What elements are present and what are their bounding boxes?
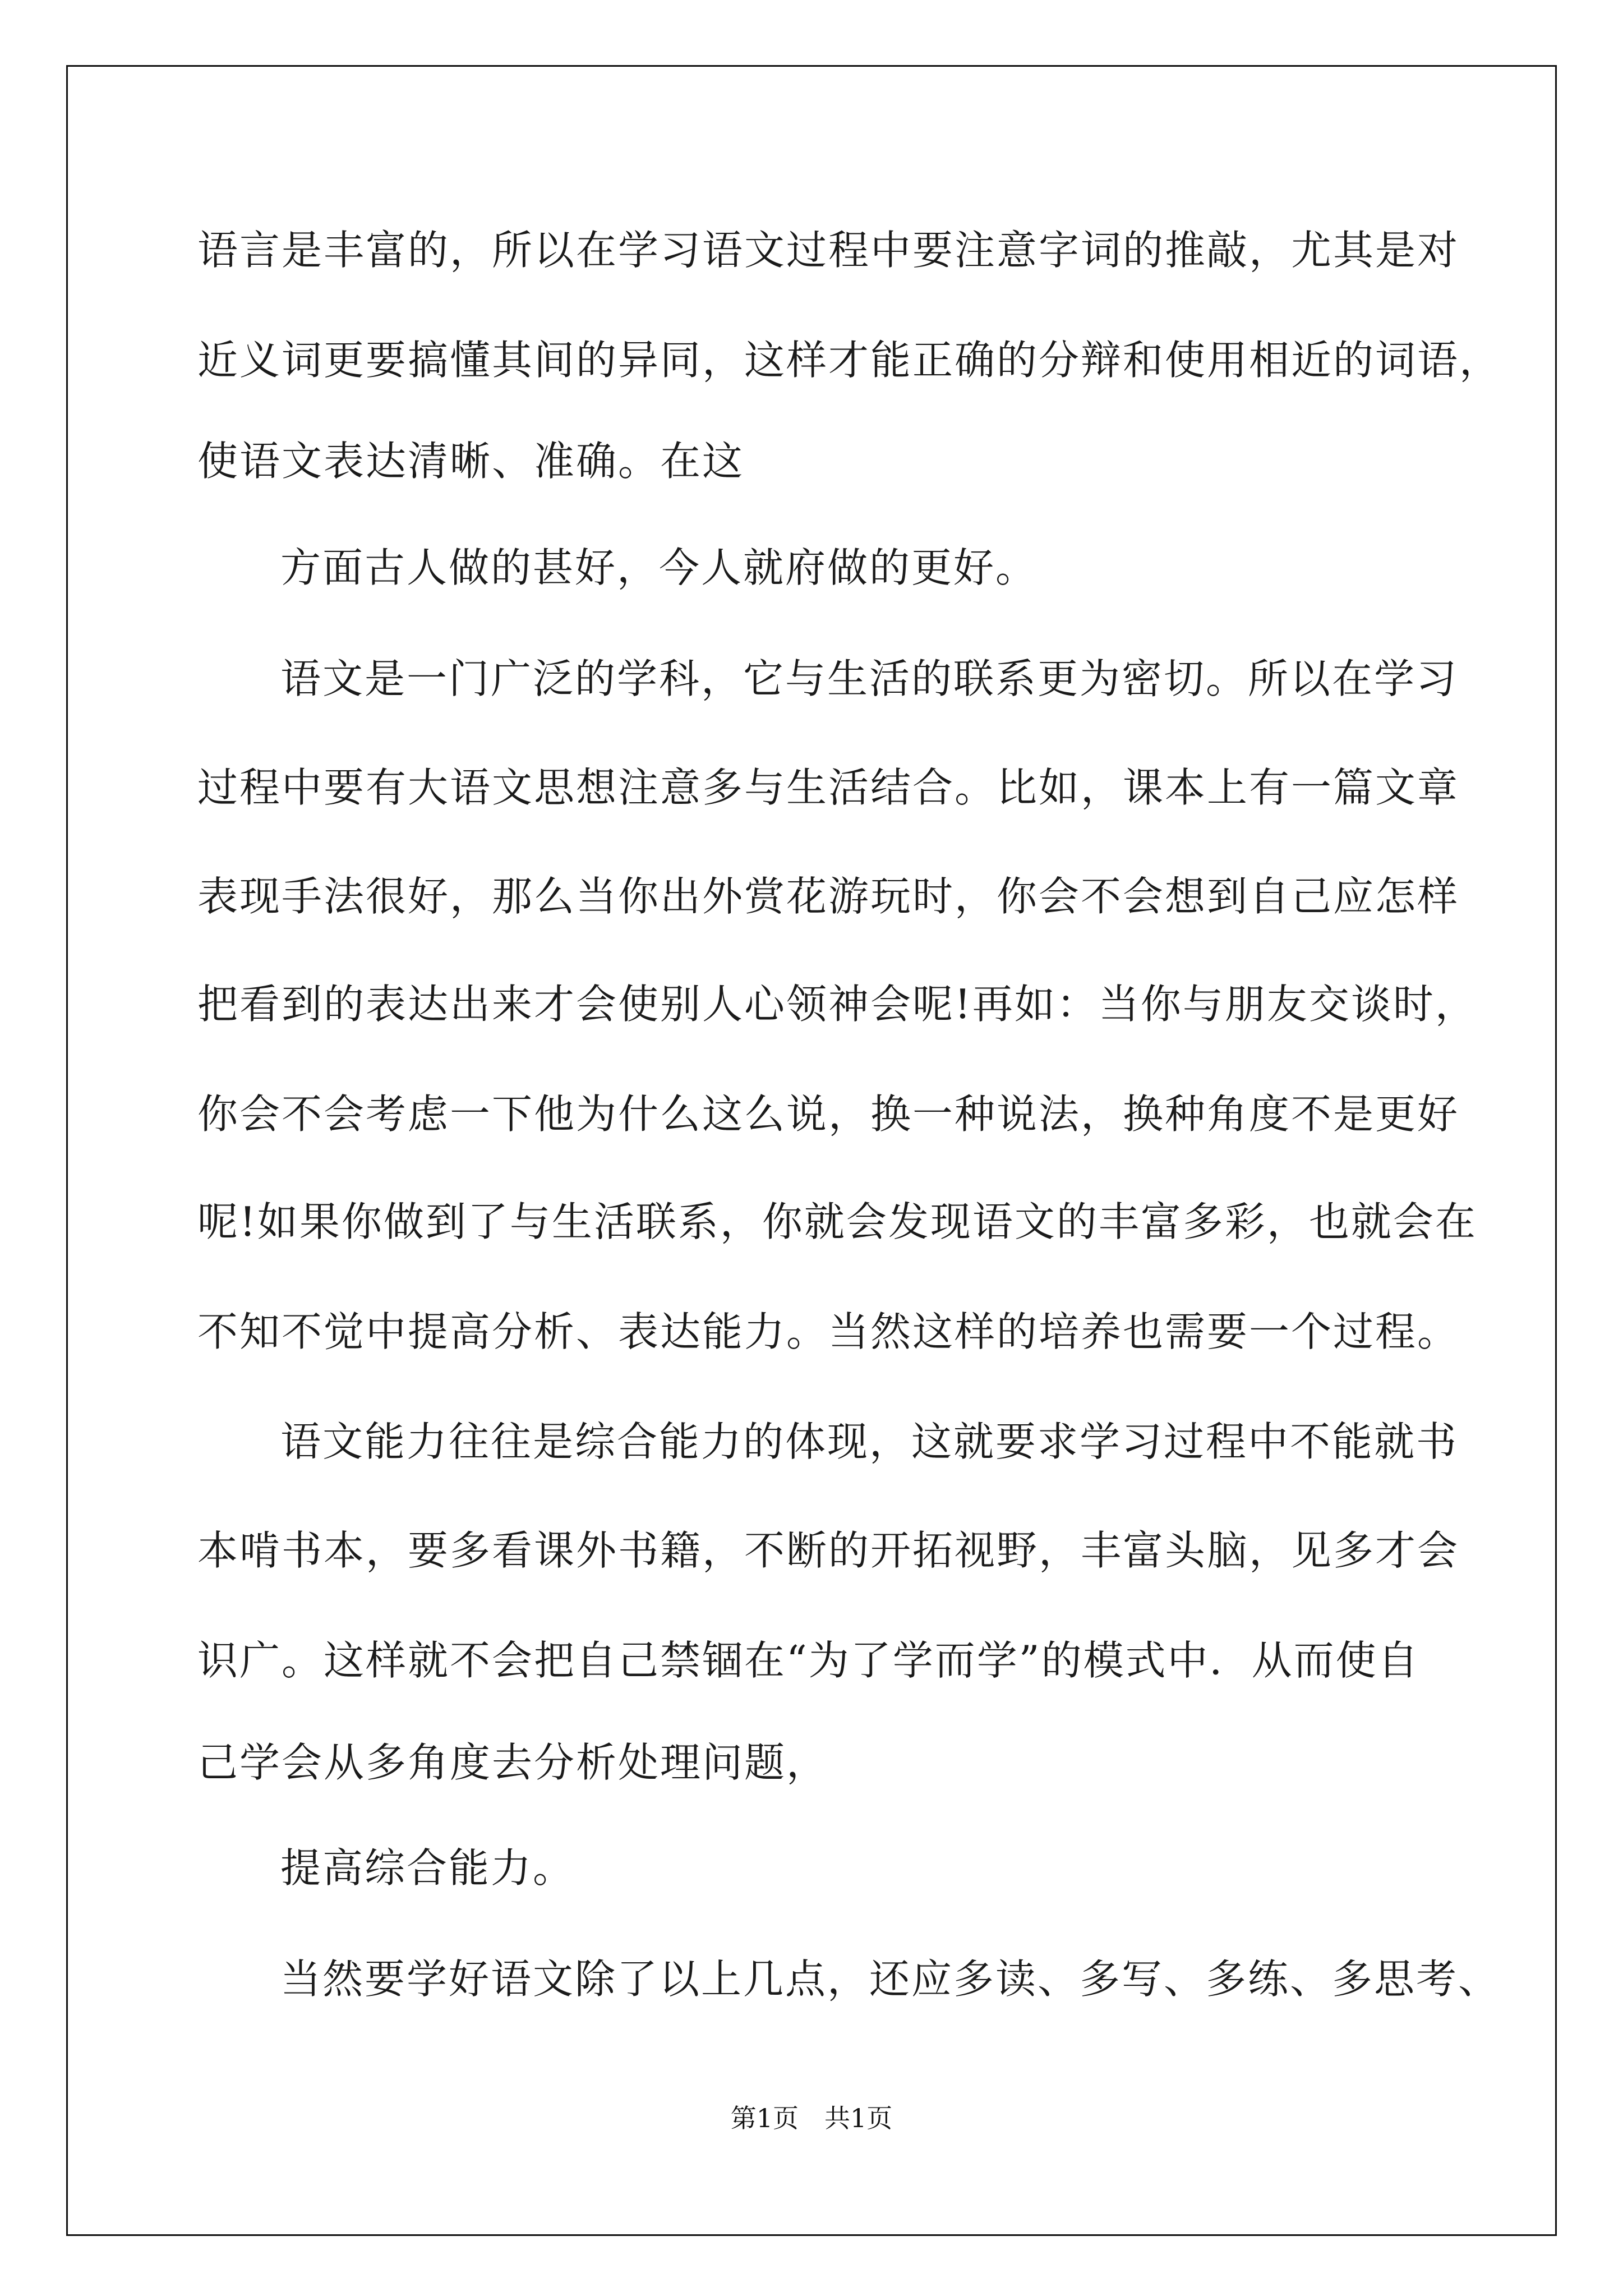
text-line: 使语文表达清晰、准确。在这 (197, 438, 745, 485)
text-line: 你会不会考虑一下他为什么这么说，换一种说法，换种角度不是更好 (197, 1091, 1460, 1138)
text-line: 识广。这样就不会把自己禁锢在“为了学而学”的模式中．从而使自 (197, 1637, 1420, 1684)
text-line: 当然要学好语文除了以上几点，还应多读、多写、多练、多思考、 (280, 1955, 1501, 2003)
text-line: 表现手法很好，那么当你出外赏花游玩时，你会不会想到自己应怎样 (197, 873, 1460, 920)
text-line: 提高综合能力。 (280, 1844, 575, 1892)
text-line: 本啃书本，要多看课外书籍，不断的开拓视野，丰富头脑，见多才会 (197, 1527, 1460, 1574)
text-line: 过程中要有大语文思想注意多与生活结合。比如，课本上有一篇文章 (197, 764, 1460, 811)
page-border (66, 65, 1557, 2236)
page-footer: 第1页 共1页 (730, 2103, 893, 2133)
text-line: 语文能力往往是综合能力的体现，这就要求学习过程中不能就书 (280, 1418, 1459, 1465)
text-line: 方面古人做的甚好，今人就府做的更好。 (280, 544, 1038, 591)
text-line: 把看到的表达出来才会使别人心领神会呢!再如：当你与朋友交谈时， (197, 981, 1477, 1028)
text-line: 语文是一门广泛的学科，它与生活的联系更为密切。所以在学习 (280, 655, 1459, 702)
text-line: 语言是丰富的，所以在学习语文过程中要注意字词的推敲，尤其是对 (197, 227, 1460, 274)
text-line: 不知不觉中提高分析、表达能力。当然这样的培养也需要一个过程。 (197, 1308, 1460, 1355)
text-line: 己学会从多角度去分析处理问题， (197, 1739, 829, 1786)
text-line: 近义词更要搞懂其间的异同，这样才能正确的分辩和使用相近的词语， (197, 337, 1502, 384)
text-line: 呢!如果你做到了与生活联系，你就会发现语文的丰富多彩，也就会在 (197, 1198, 1477, 1245)
